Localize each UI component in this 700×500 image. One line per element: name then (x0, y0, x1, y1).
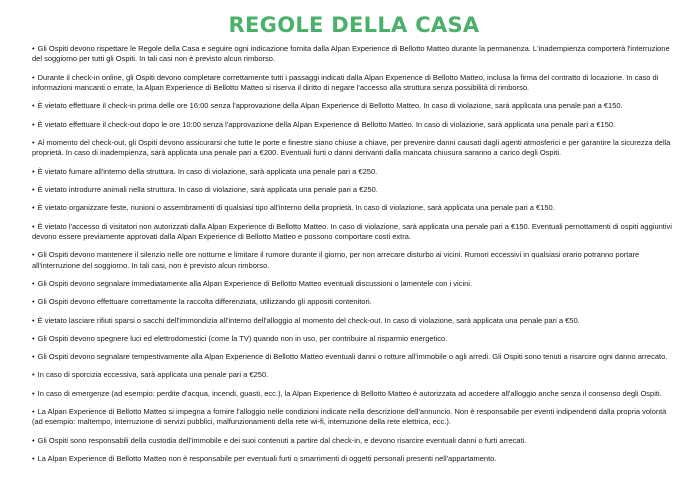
rule-item (32, 73, 676, 94)
bullet-icon: • (32, 315, 35, 325)
bullet-icon: • (32, 119, 35, 129)
rule-item (32, 185, 676, 195)
rule-text: Durante il check-in online, gli Ospiti devono completare correttamente tutti i passaggi indicati dalla Alpan Experience di Bellotto Matteo, inclusa la firma del contratto di locazione. In caso di informazioni mancanti o errate, la Alpan Experience di Bellotto Matteo si riserva il diritto di negare l'accesso alla struttura senza possibilità di rimborso. (32, 72, 659, 93)
rule-item (32, 203, 676, 213)
rule-item (32, 297, 676, 307)
bullet-icon: • (32, 370, 35, 380)
rule-text: È vietato lasciare rifiuti sparsi o sacchi dell'immondizia all'interno dell'alloggio al momento del check-out. In caso di violazione, sarà applicata una penale pari a €50. (37, 315, 580, 325)
bullet-icon: • (32, 203, 35, 213)
bullet-icon: • (32, 166, 35, 176)
rule-text: Gli Ospiti sono responsabili della custodia dell'immobile e dei suoi contenuti a partire dal check-in, e devono risarcire eventuali danni o furti arrecati. (37, 435, 527, 445)
rule-text: Gli Ospiti devono mantenere il silenzio nelle ore notturne e limitare il rumore durante il giorno, per non arrecare disturbo ai vicini. Rumori eccessivi in qualsiasi orario potranno portare all'interruzione del soggiorno. In tali casi, non è previsto alcun rimborso. (32, 250, 640, 270)
bullet-icon: • (32, 352, 35, 362)
page-title: REGOLE DELLA CASA (228, 13, 480, 37)
rule-item (32, 138, 676, 159)
rule-item (32, 352, 676, 362)
bullet-icon: • (32, 185, 35, 194)
rule-item (32, 279, 676, 289)
rule-item (32, 334, 676, 344)
bullet-icon: • (32, 333, 35, 343)
rule-text: Gli Ospiti devono rispettare le Regole della Casa e seguire ogni indicazione fornita dalla Alpan Experience di Bellotto Matteo durante la permanenza. L'inadempienza comporterà l'interruzione del soggiorno per tutti gli Ospiti. In tali casi non è previsto alcun rimborso. (32, 44, 670, 64)
rule-item (32, 44, 676, 65)
rule-item (32, 120, 676, 130)
bullet-icon: • (32, 388, 35, 398)
bullet-icon: • (32, 72, 35, 82)
bullet-icon: • (32, 435, 35, 445)
bullet-icon: • (32, 279, 35, 288)
rule-text: Al momento del check-out, gli Ospiti devono assicurarsi che tutte le porte e finestre siano chiuse a chiave, per prevenire danni causati dagli agenti atmosferici e per garantire la sicurezza della proprietà. In caso di inadempienza, sarà applicata una penale pari a €200. Eventuali furti o danni derivanti dalla mancata chiusura saranno a carico degli Ospiti. (32, 138, 671, 158)
bullet-icon: • (32, 101, 35, 111)
rule-item (32, 436, 676, 446)
rule-item (32, 101, 676, 111)
bullet-icon: • (32, 44, 35, 53)
bullet-icon: • (32, 221, 35, 231)
rules-list (32, 44, 676, 464)
rule-text: In caso di emergenze (ad esempio: perdite d'acqua, incendi, guasti, ecc.), la Alpan Experience di Bellotto Matteo è autorizzata ad accedere all'alloggio anche senza il consenso degli Ospiti. (37, 388, 662, 398)
rule-text: La Alpan Experience di Bellotto Matteo non è responsabile per eventuali furti o smarrimenti di oggetti personali presenti nell'appartamento. (37, 454, 497, 464)
rule-text: È vietato l'accesso di visitatori non autorizzati dalla Alpan Experience di Bellotto Matteo. In caso di violazione, sarà applicata una penale pari a €150. Eventuali pernottamenti di ospiti aggiuntivi devono essere previamente approvati dalla Alpan Experience di Bellotto Matteo e possono comportare costi extra. (32, 221, 672, 241)
rule-item (32, 222, 676, 243)
rule-item (32, 316, 676, 326)
rule-text: Gli Ospiti devono effettuare correttamente la raccolta differenziata, utilizzando gli appositi contenitori. (37, 297, 372, 307)
bullet-icon: • (32, 138, 35, 147)
rule-text: È vietato effettuare il check-in prima delle ore 16:00 senza l'approvazione della Alpan Experience di Bellotto Matteo. In caso di violazione, sarà applicata una penale pari a €150. (37, 101, 623, 111)
rule-text: Gli Ospiti devono segnalare immediatamente alla Alpan Experience di Bellotto Matteo eventuali discussioni o lamentele con i vicini. (37, 279, 473, 288)
bullet-icon: • (32, 454, 35, 464)
rule-text: È vietato introdurre animali nella struttura. In caso di violazione, sarà applicata una penale pari a €250. (37, 185, 378, 194)
rule-text: È vietato effettuare il check-out dopo le ore 10:00 senza l'approvazione della Alpan Experience di Bellotto Matteo. In caso di violazione, sarà applicata una penale pari a €150. (37, 119, 616, 129)
rule-item (32, 370, 676, 380)
rule-text: Gli Ospiti devono spegnere luci ed elettrodomestici (come la TV) quando non in uso, per contribuire al risparmio energetico. (37, 333, 448, 343)
rule-text: È vietato organizzare feste, riunioni o assembramenti di qualsiasi tipo all'interno della proprietà. In caso di violazione, sarà applicata una penale pari a €150. (37, 203, 555, 213)
rule-item (32, 167, 676, 177)
bullet-icon: • (32, 297, 35, 307)
rule-text: È vietato fumare all'interno della struttura. In caso di violazione, sarà applicata una penale pari a €250. (37, 166, 378, 176)
rule-item (32, 454, 676, 464)
bullet-icon: • (32, 250, 35, 260)
rule-item (32, 250, 676, 271)
rule-item (32, 407, 676, 428)
rule-text: La Alpan Experience di Bellotto Matteo si impegna a fornire l'alloggio nelle condizioni indicate nella descrizione dell'annuncio. Non è responsabile per eventi indipendenti dalla propria volontà (ad esempio: maltempo, interruzione di servizi pubblici, malfunzionamenti della rete wi-fi, interruzione della rete elettrica, ecc.). (32, 407, 667, 427)
bullet-icon: • (32, 407, 35, 417)
rule-text: In caso di sporcizia eccessiva, sarà applicata una penale pari a €250. (37, 370, 269, 380)
rule-item (32, 389, 676, 399)
rule-text: Gli Ospiti devono segnalare tempestivamente alla Alpan Experience di Bellotto Matteo eventuali danni o rotture all'immobile o agli arredi. Gli Ospiti sono tenuti a risarcire ogni danno arrecato. (37, 352, 668, 362)
